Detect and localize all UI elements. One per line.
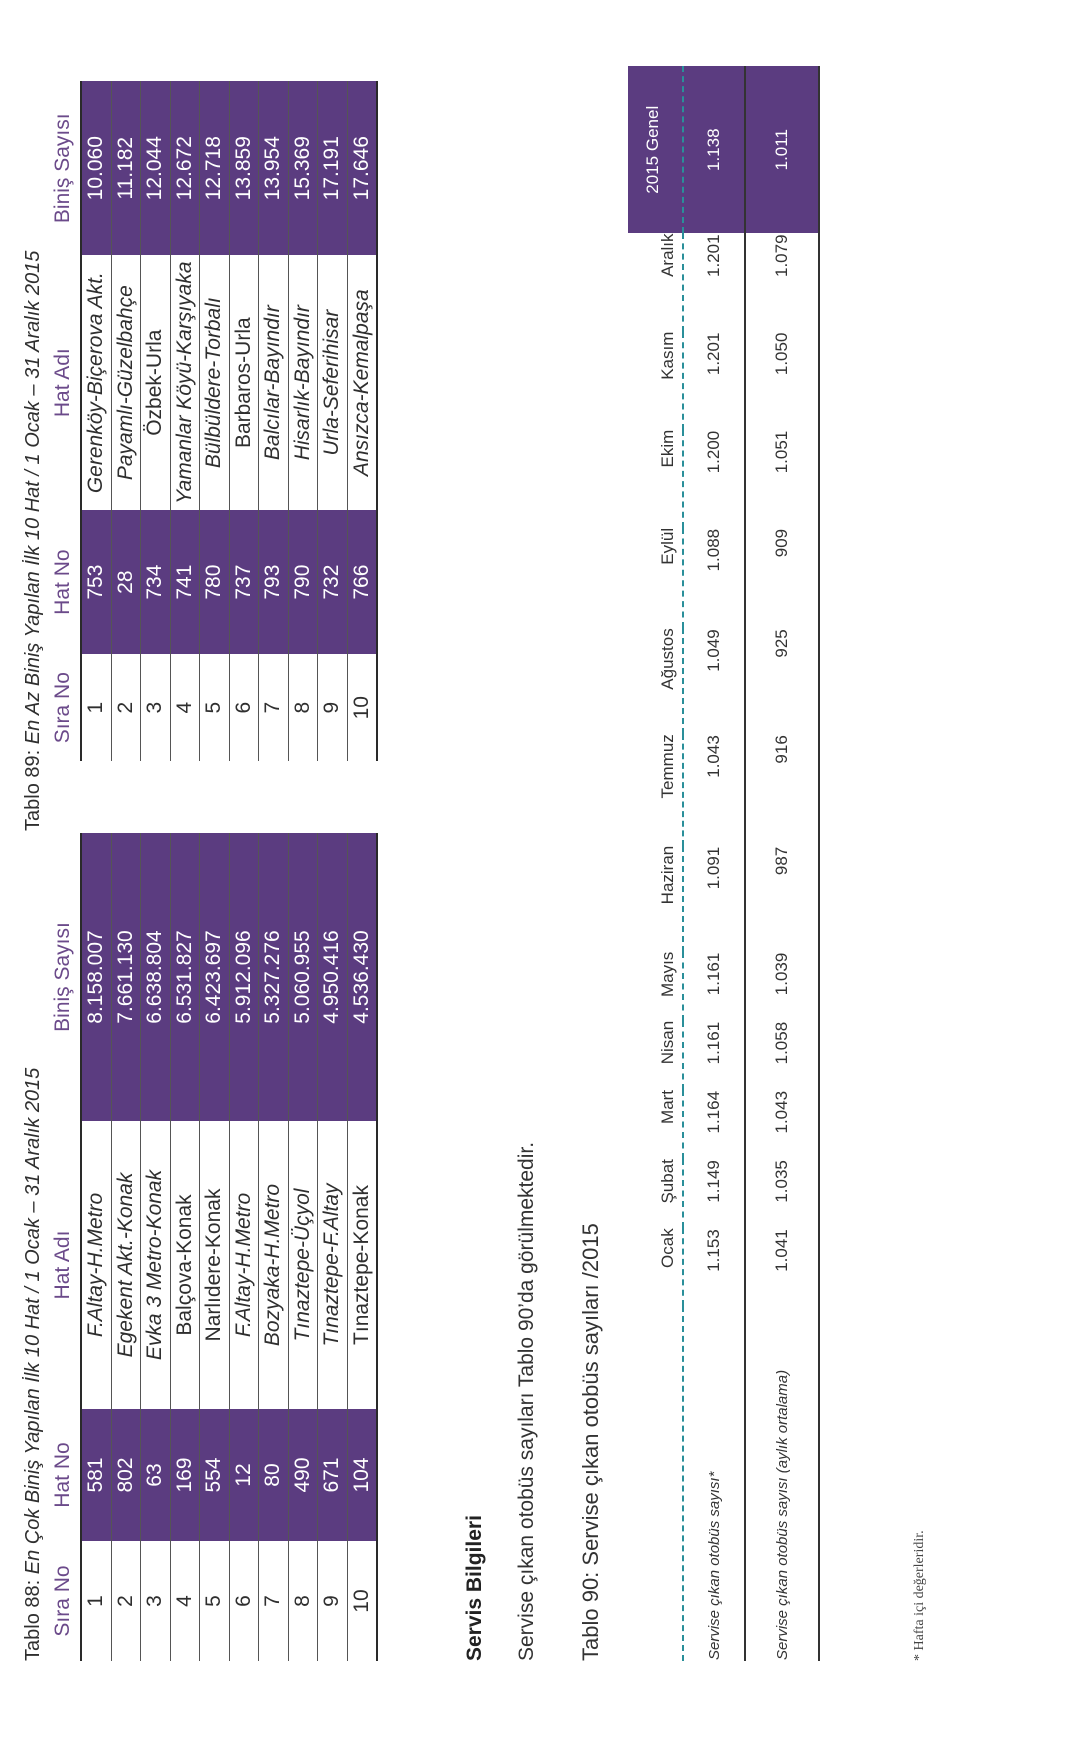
cell-sira-no: 10 bbox=[347, 1541, 377, 1661]
month-value: 1.043 bbox=[745, 1090, 819, 1159]
month-value: 987 bbox=[745, 846, 819, 952]
month-value: 916 bbox=[745, 734, 819, 846]
cell-hat-no: 734 bbox=[141, 510, 171, 655]
table-row bbox=[318, 81, 348, 761]
month-value: 1.049 bbox=[683, 628, 745, 734]
cell-hat-no: 780 bbox=[200, 510, 230, 655]
genel-value: 1.138 bbox=[683, 66, 745, 233]
month-value: 1.050 bbox=[745, 332, 819, 430]
cell-binis-sayisi: 4.536.430 bbox=[347, 833, 377, 1121]
cell-hat-adi: Bozyaka-H.Metro bbox=[259, 1121, 289, 1409]
month-value: 1.153 bbox=[683, 1228, 745, 1306]
genel-header: 2015 Genel bbox=[628, 66, 683, 233]
month-value: 1.039 bbox=[745, 952, 819, 1021]
cell-hat-no: 12 bbox=[229, 1409, 259, 1541]
cell-hat-no: 169 bbox=[170, 1409, 200, 1541]
table89-caption-prefix: Tablo 89: bbox=[22, 749, 44, 831]
cell-hat-no: 104 bbox=[347, 1409, 377, 1541]
cell-hat-no: 80 bbox=[259, 1409, 289, 1541]
month-value: 909 bbox=[745, 528, 819, 628]
cell-hat-no: 732 bbox=[318, 510, 348, 655]
header-hat-adi: Hat Adı bbox=[46, 255, 81, 509]
cell-binis-sayisi: 8.158.007 bbox=[81, 833, 111, 1121]
month-value: 1.079 bbox=[745, 233, 819, 331]
table89-caption-title: En Az Biniş Yapılan İlk 10 Hat / 1 Ocak – 31 Aralık 2015 bbox=[22, 250, 44, 745]
table-row bbox=[141, 81, 171, 761]
cell-binis-sayisi: 5.912.096 bbox=[229, 833, 259, 1121]
table-row bbox=[683, 66, 745, 1661]
table-row bbox=[347, 81, 377, 761]
table88-caption bbox=[22, 1068, 45, 1661]
cell-binis-sayisi: 17.646 bbox=[347, 81, 377, 255]
month-header: Nisan bbox=[658, 1020, 677, 1065]
cell-hat-no: 581 bbox=[81, 1409, 111, 1541]
table90 bbox=[628, 66, 820, 1661]
cell-hat-no: 753 bbox=[81, 510, 111, 655]
month-value: 1.149 bbox=[683, 1159, 745, 1228]
table89-caption bbox=[22, 251, 45, 831]
cell-binis-sayisi: 13.859 bbox=[229, 81, 259, 255]
month-header: Mayıs bbox=[658, 951, 677, 998]
cell-sira-no: 9 bbox=[318, 654, 348, 761]
month-header: Şubat bbox=[658, 1159, 677, 1204]
cell-hat-adi: Gerenköy-Biçerova Akt. bbox=[81, 255, 111, 509]
cell-sira-no: 3 bbox=[141, 654, 171, 761]
month-value: 1.088 bbox=[683, 528, 745, 628]
cell-hat-adi: Balcılar-Bayındır bbox=[259, 255, 289, 509]
cell-sira-no: 5 bbox=[200, 1541, 230, 1661]
header-binis-sayisi: Biniş Sayısı bbox=[46, 81, 81, 255]
table-row bbox=[288, 833, 318, 1661]
month-header: Ekim bbox=[658, 429, 677, 468]
month-header: Mart bbox=[658, 1089, 677, 1124]
genel-value: 1.011 bbox=[745, 66, 819, 233]
table89-header-row bbox=[46, 81, 81, 761]
cell-hat-no: 802 bbox=[111, 1409, 141, 1541]
table-row bbox=[111, 81, 141, 761]
cell-binis-sayisi: 10.060 bbox=[81, 81, 111, 255]
header-hat-no: Hat No bbox=[46, 510, 81, 655]
cell-sira-no: 9 bbox=[318, 1541, 348, 1661]
section-paragraph: Servise çıkan otobüs sayıları Tablo 90’da görülmektedir. bbox=[515, 1141, 538, 1661]
table-row bbox=[81, 81, 111, 761]
cell-binis-sayisi: 12.044 bbox=[141, 81, 171, 255]
cell-hat-adi: Urla-Seferihisar bbox=[318, 255, 348, 509]
month-value: 1.164 bbox=[683, 1090, 745, 1159]
cell-hat-no: 737 bbox=[229, 510, 259, 655]
cell-sira-no: 8 bbox=[288, 654, 318, 761]
month-value: 1.201 bbox=[683, 332, 745, 430]
cell-hat-adi: Payamlı-Güzelbahçe bbox=[111, 255, 141, 509]
cell-sira-no: 6 bbox=[229, 1541, 259, 1661]
cell-hat-adi: Yamanlar Köyü-Karşıyaka bbox=[170, 255, 200, 509]
header-hat-adi: Hat Adı bbox=[46, 1121, 81, 1409]
cell-hat-adi: F.Altay-H.Metro bbox=[81, 1121, 111, 1409]
month-value: 1.201 bbox=[683, 233, 745, 331]
cell-sira-no: 8 bbox=[288, 1541, 318, 1661]
table-row bbox=[170, 833, 200, 1661]
table-row bbox=[81, 833, 111, 1661]
month-value: 1.041 bbox=[745, 1228, 819, 1306]
row-label: Servise çıkan otobüs sayısı (aylık ortalama) bbox=[745, 1306, 819, 1661]
table-row bbox=[170, 81, 200, 761]
month-value: 1.200 bbox=[683, 430, 745, 528]
month-value: 1.035 bbox=[745, 1159, 819, 1228]
cell-binis-sayisi: 7.661.130 bbox=[111, 833, 141, 1121]
cell-hat-adi: Ansızca-Kemalpaşa bbox=[347, 255, 377, 509]
cell-hat-no: 490 bbox=[288, 1409, 318, 1541]
month-header: Temmuz bbox=[658, 734, 677, 799]
header-hat-no: Hat No bbox=[46, 1409, 81, 1541]
cell-hat-adi: Evka 3 Metro-Konak bbox=[141, 1121, 171, 1409]
cell-hat-adi: Tınaztepe-Üçyol bbox=[288, 1121, 318, 1409]
table-row bbox=[141, 833, 171, 1661]
table88 bbox=[46, 833, 378, 1661]
cell-binis-sayisi: 4.950.416 bbox=[318, 833, 348, 1121]
cell-binis-sayisi: 17.191 bbox=[318, 81, 348, 255]
cell-sira-no: 6 bbox=[229, 654, 259, 761]
month-header: Haziran bbox=[658, 845, 677, 905]
cell-binis-sayisi: 6.423.697 bbox=[200, 833, 230, 1121]
table-row bbox=[229, 833, 259, 1661]
cell-hat-adi: Egekent Akt.-Konak bbox=[111, 1121, 141, 1409]
header-sira-no: Sıra No bbox=[46, 654, 81, 761]
cell-hat-no: 741 bbox=[170, 510, 200, 655]
header-sira-no: Sıra No bbox=[46, 1541, 81, 1661]
footnote: * Hafta içi değerleridir. bbox=[912, 1530, 927, 1661]
table-row bbox=[259, 833, 289, 1661]
cell-binis-sayisi: 12.718 bbox=[200, 81, 230, 255]
month-value: 1.051 bbox=[745, 430, 819, 528]
month-header: Ocak bbox=[658, 1228, 677, 1268]
cell-hat-adi: Tınaztepe-F.Altay bbox=[318, 1121, 348, 1409]
cell-binis-sayisi: 15.369 bbox=[288, 81, 318, 255]
month-value: 1.058 bbox=[745, 1021, 819, 1090]
cell-hat-adi: Özbek-Urla bbox=[141, 255, 171, 509]
table90-caption: Tablo 90: Servise çıkan otobüs sayıları /2015 bbox=[578, 1223, 603, 1661]
cell-hat-adi: Tınaztepe-Konak bbox=[347, 1121, 377, 1409]
table-row bbox=[745, 66, 819, 1661]
table88-caption-title: En Çok Biniş Yapılan İlk 10 Hat / 1 Ocak – 31 Aralık 2015 bbox=[22, 1067, 44, 1575]
cell-hat-no: 790 bbox=[288, 510, 318, 655]
table88-header-row bbox=[46, 833, 81, 1661]
section-heading: Servis Bilgileri bbox=[463, 1515, 486, 1661]
cell-binis-sayisi: 12.672 bbox=[170, 81, 200, 255]
month-value: 1.161 bbox=[683, 1021, 745, 1090]
cell-hat-no: 766 bbox=[347, 510, 377, 655]
table-row bbox=[318, 833, 348, 1661]
month-header: Ağustos bbox=[658, 628, 677, 690]
cell-hat-no: 671 bbox=[318, 1409, 348, 1541]
cell-binis-sayisi: 6.531.827 bbox=[170, 833, 200, 1121]
table90-header-empty bbox=[628, 1306, 683, 1661]
row-label: Servise çıkan otobüs sayısı* bbox=[683, 1306, 745, 1661]
month-value: 925 bbox=[745, 628, 819, 734]
cell-sira-no: 5 bbox=[200, 654, 230, 761]
cell-sira-no: 4 bbox=[170, 654, 200, 761]
cell-hat-adi: Balçova-Konak bbox=[170, 1121, 200, 1409]
table88-caption-prefix: Tablo 88: bbox=[22, 1579, 44, 1661]
table89 bbox=[46, 81, 378, 761]
table-row bbox=[200, 833, 230, 1661]
cell-hat-adi: Narlıdere-Konak bbox=[200, 1121, 230, 1409]
table-row bbox=[288, 81, 318, 761]
cell-hat-adi: F.Altay-H.Metro bbox=[229, 1121, 259, 1409]
cell-binis-sayisi: 13.954 bbox=[259, 81, 289, 255]
cell-sira-no: 1 bbox=[81, 1541, 111, 1661]
cell-sira-no: 2 bbox=[111, 1541, 141, 1661]
table-row bbox=[259, 81, 289, 761]
cell-sira-no: 1 bbox=[81, 654, 111, 761]
header-binis-sayisi: Biniş Sayısı bbox=[46, 833, 81, 1121]
table-row bbox=[347, 833, 377, 1661]
cell-sira-no: 7 bbox=[259, 654, 289, 761]
table-row bbox=[229, 81, 259, 761]
month-header: Kasım bbox=[658, 331, 677, 380]
cell-binis-sayisi: 5.060.955 bbox=[288, 833, 318, 1121]
cell-sira-no: 10 bbox=[347, 654, 377, 761]
cell-sira-no: 2 bbox=[111, 654, 141, 761]
month-value: 1.091 bbox=[683, 846, 745, 952]
cell-hat-no: 793 bbox=[259, 510, 289, 655]
cell-sira-no: 3 bbox=[141, 1541, 171, 1661]
cell-hat-no: 28 bbox=[111, 510, 141, 655]
cell-binis-sayisi: 6.638.804 bbox=[141, 833, 171, 1121]
cell-hat-no: 554 bbox=[200, 1409, 230, 1541]
table-row bbox=[200, 81, 230, 761]
month-header: Eylül bbox=[658, 527, 677, 565]
month-value: 1.161 bbox=[683, 952, 745, 1021]
cell-sira-no: 7 bbox=[259, 1541, 289, 1661]
table-row bbox=[111, 833, 141, 1661]
cell-hat-adi: Barbaros-Urla bbox=[229, 255, 259, 509]
cell-binis-sayisi: 11.182 bbox=[111, 81, 141, 255]
cell-hat-adi: Hisarlık-Bayındır bbox=[288, 255, 318, 509]
cell-binis-sayisi: 5.327.276 bbox=[259, 833, 289, 1121]
table90-header-row bbox=[628, 66, 683, 1661]
cell-sira-no: 4 bbox=[170, 1541, 200, 1661]
month-value: 1.043 bbox=[683, 734, 745, 846]
cell-hat-no: 63 bbox=[141, 1409, 171, 1541]
cell-hat-adi: Bülbüldere-Torbalı bbox=[200, 255, 230, 509]
month-header: Aralık bbox=[658, 233, 677, 277]
